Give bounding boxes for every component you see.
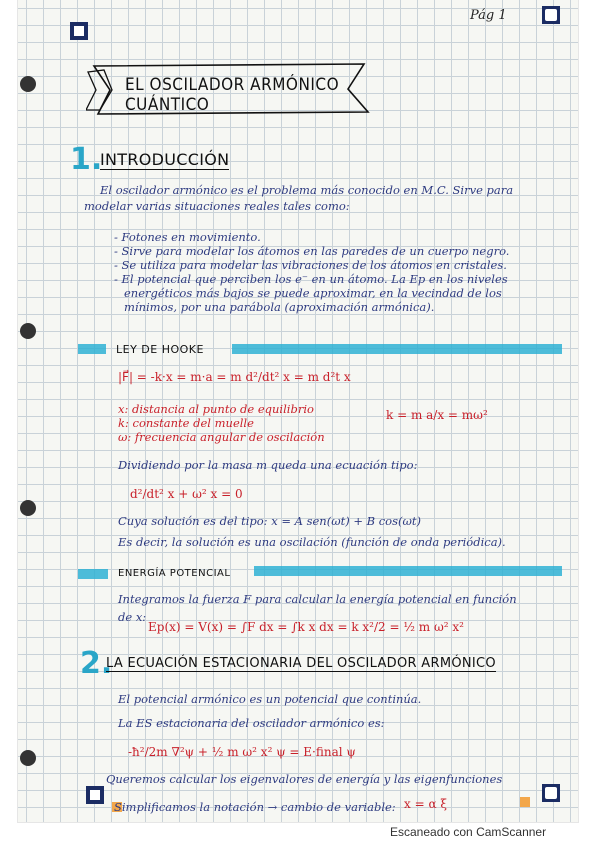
text-line: Simplificamos la notación → cambio de variable: [114,800,396,814]
bullet-item: - El potencial que perciben los e⁻ en un átomo. La Ep en los niveles [114,272,508,286]
bullet-item: - Sirve para modelar los átomos en las paredes de un cuerpo negro. [114,244,510,258]
binder-hole [20,323,36,339]
text-line: El potencial armónico es un potencial que continúa. [118,692,422,706]
section-heading: INTRODUCCIÓN [100,150,230,169]
text-line: Integramos la fuerza F para calcular la energía potencial en función [118,592,517,606]
corner-marker-icon [542,6,560,24]
binder-hole [20,76,36,92]
highlight-bar [232,344,562,354]
ode-equation: d²/dt² x + ω² x = 0 [130,487,243,501]
bullet-item: - Fotones en movimiento. [114,230,261,244]
text-line: de x: [118,610,147,624]
text-line: La ES estacionaria del oscilador armónico es: [118,716,385,730]
text-line: Queremos calcular los eigenvalores de energía y las eigenfunciones [106,772,503,786]
scanner-footer: Escaneado con CamScanner [390,825,547,839]
hooke-equation: |F⃗| = -k·x = m·a = m d²/dt² x = m d²t x [118,370,351,384]
intro-line: El oscilador armónico es el problema más conocido en M.C. Sirve para [100,183,514,197]
text-line: Dividiendo por la masa m queda una ecuación tipo: [118,458,418,472]
definition-item: ω: frecuencia angular de oscilación [118,430,325,444]
corner-marker-icon [70,22,88,40]
bullet-item: mínimos, por una parábola (aproximación armónica). [124,300,435,314]
page-label: Pág 1 [470,8,507,23]
binder-hole [20,500,36,516]
section-heading: LA ECUACIÓN ESTACIONARIA DEL OSCILADOR ARMÓNICO [106,656,496,671]
highlight-bar [78,344,106,354]
definition-item: x: distancia al punto de equilibrio [118,402,314,416]
subsection-heading: ENERGÍA POTENCIAL [118,568,231,579]
binder-hole [20,750,36,766]
bullet-item: energéticos más bajos se puede aproximar, en la vecindad de los [124,286,502,300]
highlight-bar [254,566,562,576]
text-line: Cuya solución es del tipo: x = A sen(ωt) + B cos(ωt) [118,514,421,528]
k-relation: k = m a/x = mω² [386,408,488,422]
intro-line: modelar varias situaciones reales tales como: [84,199,350,213]
text-line: Es decir, la solución es una oscilación (función de onda periódica). [118,535,506,549]
definition-item: k: constante del muelle [118,416,254,430]
section-number: 1. [70,142,103,177]
bullet-item: - Se utiliza para modelar las vibraciones de los átomos en cristales. [114,258,507,272]
highlight-bar [78,569,108,579]
corner-marker-icon [86,786,104,804]
change-variable: x = α ξ [404,797,447,811]
section-number: 2. [80,646,113,681]
subsection-heading: LEY DE HOOKE [116,343,204,356]
energy-equation: Ep(x) = V(x) = ∫F dx = ∫k x dx = k x²/2 = ½ m ω² x² [148,620,464,634]
stationary-equation: -ħ²/2m ∇²ψ + ½ m ω² x² ψ = E·final ψ [128,745,356,759]
orange-marker-icon [520,797,530,807]
corner-marker-icon [542,784,560,802]
page-title: EL OSCILADOR ARMÓNICO CUÁNTICO [125,75,340,115]
